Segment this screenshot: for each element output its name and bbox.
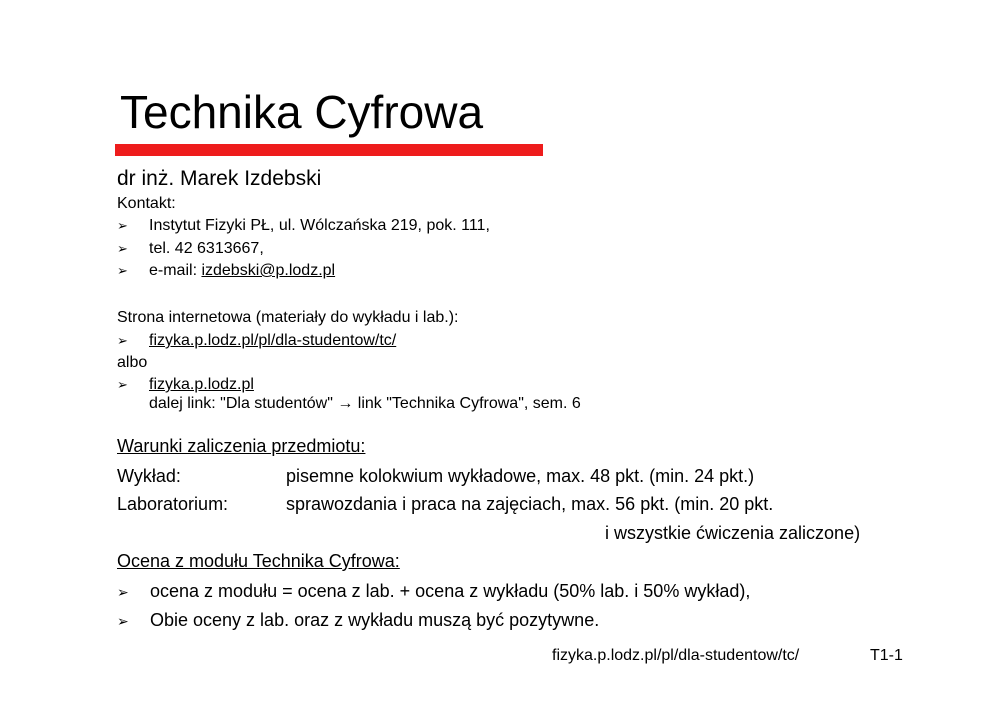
footer-url: fizyka.p.lodz.pl/pl/dla-studentow/tc/: [552, 647, 800, 664]
lecture-requirements: pisemne kolokwium wykładowe, max. 48 pkt. (min. 24 pkt.): [286, 466, 755, 486]
website-link2-item: [117, 375, 254, 395]
lab-requirements: sprawozdania i praca na zajęciach, max. 56 pkt. (min. 20 pkt.: [286, 494, 774, 514]
title-underline-bar: [115, 144, 543, 156]
page-number: T1-1: [870, 647, 903, 664]
author-name: dr inż. Marek Izdebski: [117, 167, 322, 190]
email-prefix: e-mail:: [149, 262, 202, 279]
grade-heading: Ocena z modułu Technika Cyfrowa:: [117, 551, 400, 571]
arrow-bullet-icon: ➢: [117, 613, 129, 629]
website-link-1[interactable]: fizyka.p.lodz.pl/pl/dla-studentow/tc/: [149, 332, 397, 349]
lab-label: Laboratorium:: [117, 494, 229, 514]
contact-label: Kontakt:: [117, 195, 176, 212]
website-link-2[interactable]: fizyka.p.lodz.pl: [149, 376, 254, 393]
website-link1-item: [117, 331, 396, 351]
arrow-bullet-icon: ➢: [117, 241, 128, 256]
contact-phone-item: [117, 239, 264, 259]
website-label: Strona internetowa (materiały do wykładu i lab.):: [117, 309, 459, 326]
arrow-bullet-icon: ➢: [117, 218, 128, 233]
conditions-heading: Warunki zaliczenia przedmiotu:: [117, 436, 366, 456]
contact-phone: tel. 42 6313667,: [149, 240, 264, 257]
grade-item-1-text: ocena z modułu = ocena z lab. + ocena z wykładu (50% lab. i 50% wykład),: [150, 581, 751, 601]
contact-address-item: [117, 216, 490, 236]
contact-email-item: [117, 261, 335, 281]
email-link[interactable]: izdebski@p.lodz.pl: [201, 262, 336, 279]
arrow-bullet-icon: ➢: [117, 584, 129, 600]
lecture-label: Wykład:: [117, 466, 181, 486]
grade-item-2-text: Obie oceny z lab. oraz z wykładu muszą być pozytywne.: [150, 610, 600, 630]
grade-item-2: [117, 608, 599, 633]
website-further-instructions: dalej link: "Dla studentów" → link "Technika Cyfrowa", sem. 6: [149, 395, 581, 412]
lab-requirements-continued: i wszystkie ćwiczenia zaliczone): [605, 523, 861, 543]
website-or: albo: [117, 354, 148, 371]
arrow-bullet-icon: ➢: [117, 333, 128, 348]
arrow-bullet-icon: ➢: [117, 377, 128, 392]
contact-address: Instytut Fizyki PŁ, ul. Wólczańska 219, pok. 111,: [149, 217, 490, 234]
grade-item-1: [117, 579, 750, 604]
page-title: Technika Cyfrowa: [120, 86, 484, 138]
arrow-bullet-icon: ➢: [117, 263, 128, 278]
